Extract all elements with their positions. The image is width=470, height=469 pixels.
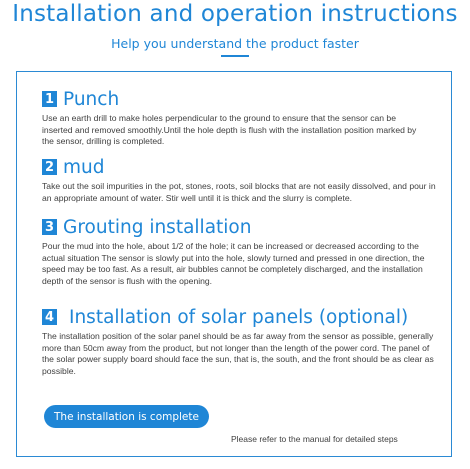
step-description: Use an earth drill to make holes perpendicular to the ground to ensure that the sensor can be inserted and removed smoothly.Until the hole depth is flush with the installation position marked by the sensor, drilling is completed. — [42, 113, 417, 147]
subtitle-underline — [221, 55, 249, 57]
step-title: Grouting installation — [63, 216, 252, 238]
step-title: Installation of solar panels (optional) — [69, 306, 409, 328]
step-heading — [42, 305, 442, 329]
step-number-badge: 4 — [42, 309, 57, 325]
step-number-badge: 1 — [42, 91, 57, 107]
step-number-badge: 3 — [42, 219, 57, 235]
step-punch — [42, 87, 427, 148]
step-heading — [42, 155, 442, 179]
step-solar-panels — [42, 305, 442, 377]
step-number-badge: 2 — [42, 159, 57, 175]
step-description: Take out the soil impurities in the pot, stones, roots, soil blocks that are not easily dissolved, and pour in an appropriate amount of water. Stir well until it is thick and the slurry is complete. — [42, 181, 436, 203]
page-subtitle: Help you understand the product faster — [111, 36, 359, 51]
installation-complete-button[interactable]: The installation is complete — [44, 405, 209, 428]
step-description: The installation position of the solar panel should be as far away from the sensor as possible, generally more than 50cm away from the product, but not longer than the length of the power cord. The panel of the solar power supply board should face the sun, that is, the south, and the front should be as clear as possible. — [42, 331, 434, 376]
step-grouting-installation — [42, 215, 440, 287]
step-mud — [42, 155, 442, 204]
step-heading — [42, 87, 427, 111]
page-title: Installation and operation instructions — [12, 1, 458, 27]
step-description: Pour the mud into the hole, about 1/2 of the hole; it can be increased or decreased according to the actual situation The sensor is slowly put into the hole, slowly turned and pressed in one direction, the speed may be too fast. As a result, air bubbles cannot be completely discharged, and the installation depth of the sensor is flush with the opening. — [42, 241, 425, 286]
step-title: Punch — [63, 88, 120, 110]
step-heading — [42, 215, 440, 239]
manual-note: Please refer to the manual for detailed steps — [231, 434, 398, 444]
step-title: mud — [63, 156, 105, 178]
